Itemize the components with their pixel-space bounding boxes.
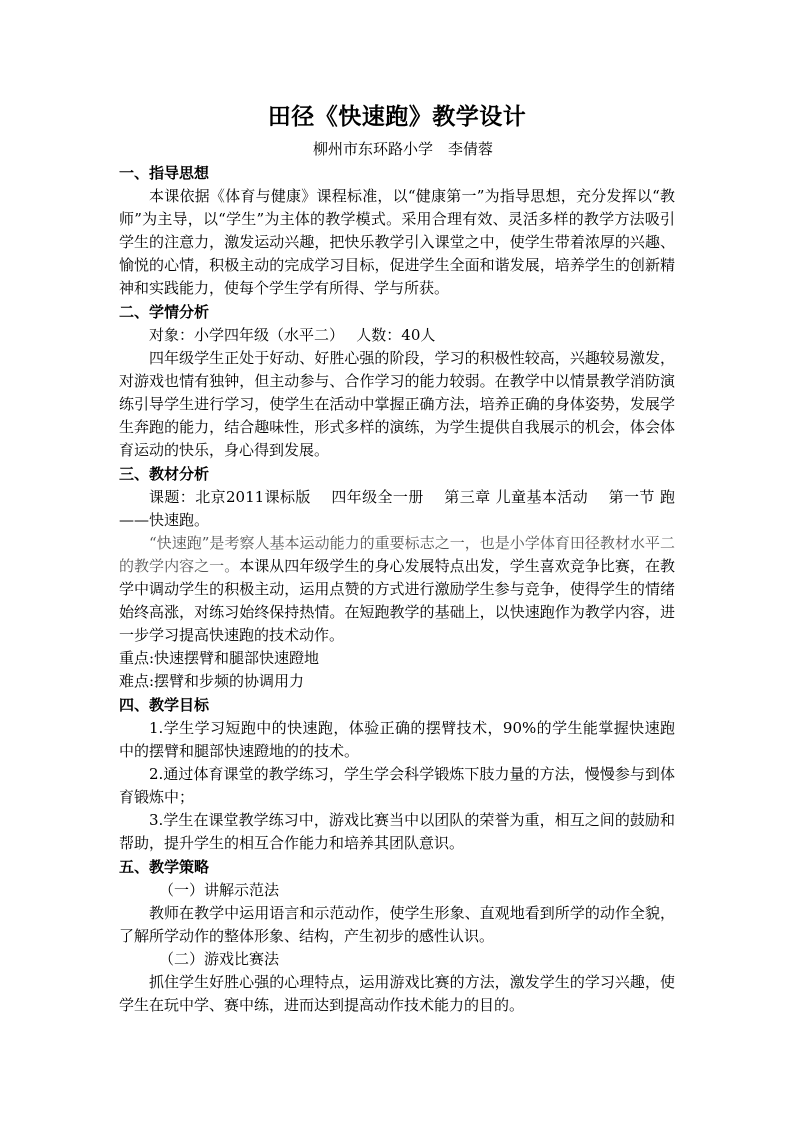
document-title: 田径《快速跑》教学设计 [267, 103, 527, 130]
paragraph-guiding-ideology: 本课依据《体育与健康》课程标准，以“健康第一”为指导思想，充分发挥以“教师”为主导，以“学生”为主体的教学模式。采用合理有效、灵活多样的教学方法吸引学生的注意力，激发运动兴趣，把快乐教学引入课堂之中，使学生带着浓厚的兴趣、愉悦的心情，积极主动的完成学习目标，促进学生全面和谐发展，培养学生的创新精神和实践能力，使每个学生学有所得、学与所获。 [119, 187, 675, 297]
key-point-line: 重点:快速摆臂和腿部快速蹬地 [119, 649, 320, 667]
material-analysis-quote: “快速跑”是考察人基本运动能力的重要标志之一，也是小学体育田径教材水平二的教学内容之一。 [119, 534, 675, 575]
method-text-demonstration: 教师在教学中运用语言和示范动作，使学生形象、直观地看到所学的动作全貌，了解所学动作的整体形象、结构，产生初步的感性认识。 [119, 904, 675, 945]
goal-item-1: 1.学生学习短跑中的快速跑，体验正确的摆臂技术，90%的学生能掌握快速跑中的摆臂和腿部快速蹬地的的技术。 [119, 719, 675, 760]
student-target-line: 对象：小学四年级（水平二） 人数：40人 [149, 326, 436, 344]
lesson-topic-line: 课题：北京2011课标版 四年级全一册 第三章 儿童基本活动 第一节 跑 ——快速跑。 [119, 488, 675, 529]
document-page [119, 100, 675, 1017]
section-heading-teaching-goals: 四、教学目标 [119, 696, 210, 714]
section-heading-teaching-strategy: 五、教学策略 [119, 858, 210, 876]
method-title-demonstration: （一）讲解示范法 [159, 881, 280, 899]
section-heading-student-analysis: 二、学情分析 [119, 303, 210, 321]
method-text-game-competition: 抓住学生好胜心强的心理特点，运用游戏比赛的方法，激发学生的学习兴趣，使学生在玩中学、赛中练，进而达到提高动作技术能力的目的。 [119, 973, 675, 1014]
section-heading-material-analysis: 三、教材分析 [119, 465, 210, 483]
paragraph-material-analysis [119, 532, 675, 647]
difficulty-line: 难点:摆臂和步频的协调用力 [119, 672, 305, 690]
section-heading-guiding-ideology: 一、指导思想 [119, 164, 210, 182]
author-line: 柳州市东环路小学 李倩蓉 [312, 140, 493, 158]
paragraph-student-analysis: 四年级学生正处于好动、好胜心强的阶段，学习的积极性较高，兴趣较易激发，对游戏也情有独钟，但主动参与、合作学习的能力较弱。在教学中以情景教学消防演练引导学生进行学习，使学生在活动中掌握正确方法，培养正确的身体姿势，发展学生奔跑的能力，结合趣味性，形式多样的演练，为学生提供自我展示的机会，体会体育运动的快乐，身心得到发展。 [119, 349, 675, 459]
goal-item-3: 3.学生在课堂教学练习中，游戏比赛当中以团队的荣誉为重，相互之间的鼓励和帮助，提升学生的相互合作能力和培养其团队意识。 [119, 811, 675, 852]
method-title-game-competition: （二）游戏比赛法 [159, 950, 280, 968]
material-analysis-body: 本课从四年级学生的身心发展特点出发，学生喜欢竞争比赛，在教学中调动学生的积极主动，运用点赞的方式进行激励学生参与竞争，使得学生的情绪始终高涨，对练习始终保持热情。在短跑教学的基础上，以快速跑作为教学内容，进一步学习提高快速跑的技术动作。 [119, 557, 675, 644]
goal-item-2: 2.通过体育课堂的教学练习，学生学会科学锻炼下肢力量的方法，慢慢参与到体育锻炼中； [119, 765, 675, 806]
